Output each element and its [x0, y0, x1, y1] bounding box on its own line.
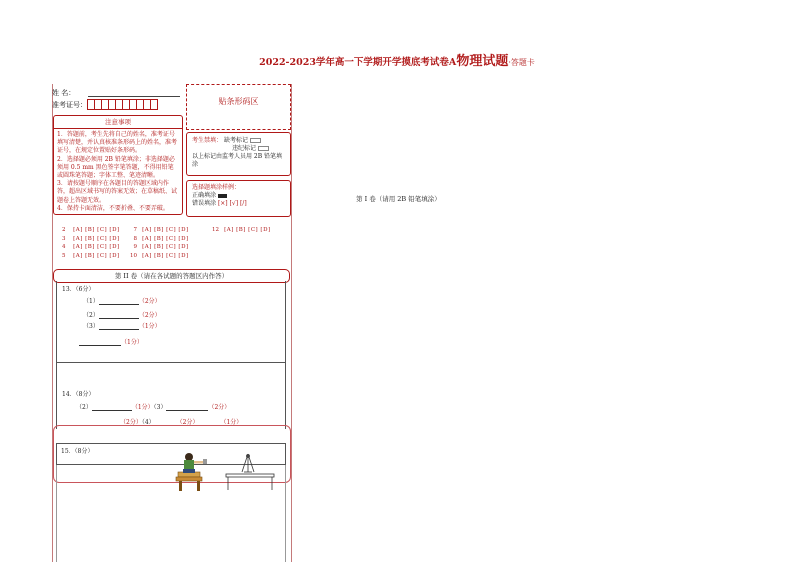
title-main: 2022-2023学年高一下学期开学摸底考试卷A [259, 57, 457, 68]
column-divider-right [285, 465, 286, 562]
violation-checkbox[interactable] [258, 146, 269, 152]
mc-row[interactable]: 4 [A] [B] [C] [D] [62, 244, 120, 250]
proctor-marks-box [186, 132, 291, 176]
q13-part-number: （1） [83, 298, 99, 305]
q13-answer-blank[interactable] [99, 322, 139, 330]
q13-score: （1分） [138, 323, 161, 330]
id-label: 准考证号： [52, 101, 87, 109]
correct-fill-sample [218, 194, 227, 198]
proctor-note: 以上标记由监考人员用 2B 铅笔填涂 [192, 153, 283, 168]
title-subject: 物理试题 [456, 54, 509, 69]
banned-label: 考生禁填： [192, 137, 223, 144]
mc-row[interactable]: 2 [A] [B] [C] [D] [62, 227, 120, 233]
q13-score: （2分） [138, 298, 161, 305]
wrong-fill-label: 错误填涂 [192, 200, 217, 207]
mc-row[interactable]: 12 [A] [B] [C] [D] [212, 227, 271, 233]
notice-box [53, 115, 183, 215]
correct-fill-label: 正确填涂 [192, 192, 217, 199]
q13-answer-blank[interactable] [79, 338, 121, 346]
q13-part-number: （2） [83, 312, 99, 319]
mc-column-3 [212, 216, 271, 233]
absent-checkbox[interactable] [250, 138, 261, 144]
q14-part-number: （3） [153, 404, 167, 411]
student-figure-image [176, 453, 207, 491]
part1-title: 第 I 卷（请用 2B 铅笔填涂） [356, 195, 441, 203]
name-label: 姓 名： [52, 89, 76, 97]
q13-part-number: （3） [83, 323, 99, 330]
mc-column-2 [129, 216, 189, 259]
q14-score: （1分） [131, 404, 154, 411]
q14-score: （2分） [120, 419, 142, 426]
q15-illustration [170, 450, 280, 494]
notice-item: 1．答题前，考生先将自己的姓名，准考证号填写清楚，并认真核准条形码上的姓名，准考证号，在规定位置贴好条形码。 [57, 131, 178, 155]
q13-label: 13．（6分） [62, 286, 95, 293]
q14-answer-blank[interactable] [92, 403, 132, 411]
q13-answer-blank[interactable] [99, 311, 139, 319]
mc-row[interactable]: 8 [A] [B] [C] [D] [133, 235, 189, 242]
q13-score: （2分） [138, 312, 161, 319]
notice-title: 注意事项 [54, 116, 182, 129]
q14-score: （1分） [220, 419, 243, 426]
mc-row[interactable]: 5 [A] [B] [C] [D] [62, 252, 120, 259]
q13-answer-area[interactable] [56, 281, 286, 363]
q13-answer-blank[interactable] [99, 297, 139, 305]
title-suffix: ·答题卡 [508, 58, 535, 67]
mc-row[interactable]: 3 [A] [B] [C] [D] [62, 235, 120, 242]
barcode-area [186, 84, 291, 130]
violation-label: 违纪标记 [232, 145, 257, 152]
stand-apparatus-image [226, 454, 274, 490]
notice-item: 3．请按题号顺序在各题目的答题区域内作答，超出区域书写的答案无效；在草稿纸、试题卷上答题无效。 [57, 180, 178, 204]
exam-id-field[interactable] [87, 99, 157, 110]
q14-part-number: （2） [76, 404, 92, 411]
page-title [0, 50, 794, 69]
q14-score: （2分） [208, 404, 231, 411]
wrong-fill-marks: [×] [√] [/] [217, 200, 247, 207]
q14-label: 14．（8分） [62, 391, 95, 398]
column-divider-left [56, 465, 57, 562]
mc-row[interactable]: 7 [A] [B] [C] [D] [133, 227, 189, 233]
mc-row[interactable]: 10 [A] [B] [C] [D] [130, 252, 189, 259]
absent-label: 缺考标记 [223, 137, 248, 144]
name-field[interactable] [88, 96, 180, 97]
q14-answer-blank[interactable] [166, 403, 208, 411]
q14-answer-area[interactable] [56, 363, 286, 429]
q14-score: （2分） [176, 419, 199, 426]
notice-item: 4．保持卡面清洁，不要折叠、不要弄破。 [57, 204, 169, 212]
part2-title: 第 II 卷（请在各试题的答题区内作答） [114, 272, 229, 280]
fill-sample-title: 选择题填涂样例： [192, 184, 241, 191]
id-cell[interactable] [150, 99, 158, 110]
mc-row[interactable]: 9 [A] [B] [C] [D] [133, 244, 189, 250]
q13-score: （1分） [121, 339, 143, 346]
q15-label: 15．（8分） [61, 448, 94, 455]
q14-part-number: （4） [141, 419, 155, 426]
notice-item: 2．选择题必须用 2B 铅笔填涂；非选择题必须用 0.5 mm 黑色签字笔答题，不得用铅笔或圆珠笔答题；字体工整、笔迹清晰。 [57, 155, 175, 180]
barcode-area-label: 贴条形码区 [218, 97, 259, 106]
mc-column-1 [62, 216, 120, 259]
fill-sample-box [186, 180, 291, 217]
